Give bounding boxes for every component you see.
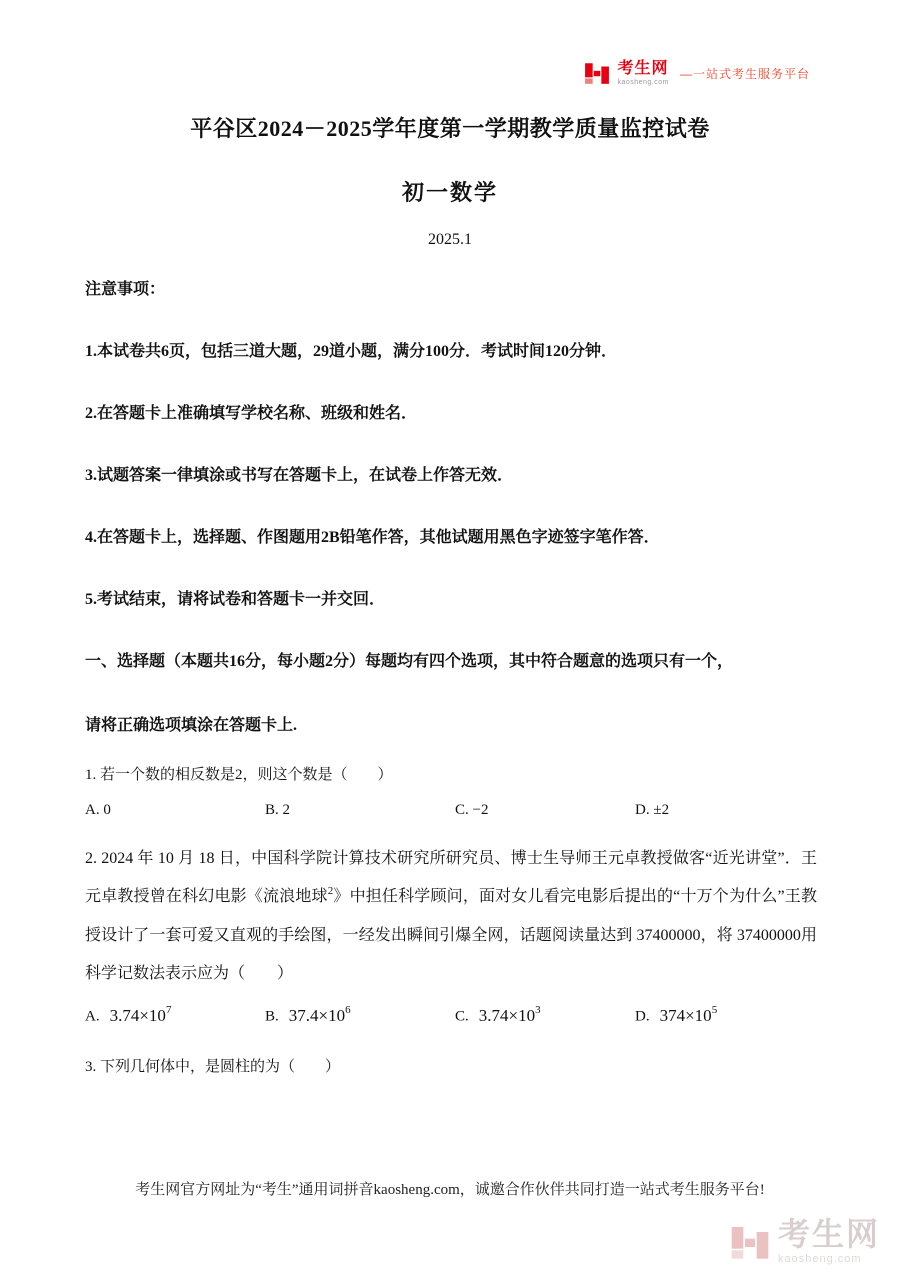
notice-item-2: 2.在答题卡上准确填写学校名称、班级和姓名． [85,405,418,422]
q2-text-pre: 2. 2024 年 10 月 18 日，中国科学院计算技术研究所研究员、博士生导师王元卓教授做客“近光讲堂”．王元卓教授曾在科幻电影《流浪地球 [85,850,817,905]
question-2-text [85,840,817,993]
q2-option-a-value: $3.74\times 10^7$ [109,1004,172,1025]
q2-option-c [455,1001,635,1027]
q2-option-d-label: D. [635,1008,650,1025]
q1-option-b: B. 2 [265,802,291,818]
watermark-name: 考生网 [777,1216,880,1252]
notice-item-3: 3.试题答案一律填涂或书写在答题卡上，在试卷上作答无效． [85,467,514,484]
question-2-options [85,1001,817,1027]
question-1-options [85,800,817,820]
exam-body [85,280,817,1077]
q2-option-c-label: C. [455,1008,469,1025]
watermark-domain: kaosheng.com [777,1253,862,1265]
notice-item-4: 4.在答题卡上，选择题、作图题用2B铅笔作答，其他试题用黑色字迹签字笔作答． [85,529,660,546]
q2-option-b-value: $37.4\times 10^6$ [288,1004,351,1025]
q2-option-d [635,1001,717,1027]
q2-option-b [265,1001,455,1027]
brand-domain: kaosheng.com [617,78,669,86]
brand-name-block [617,61,669,86]
exam-subject: 初一数学 [401,180,498,205]
q2-option-d-value: $374\times 10^5$ [659,1004,718,1025]
exam-title: 平谷区2024－2025学年度第一学期教学质量监控试卷 [190,116,710,141]
q2-text-post: 》中担任科学顾问，面对女儿看完电影后提出的“十万个为什么”王教授设计了一套可爱又直观的手绘图，一经发出瞬间引爆全网，话题阅读量达到 37400000，将 37400000用科学记数法表示应为（ ） [85,888,817,982]
question-3-text: 3. 下列几何体中，是圆柱的为（ ） [85,1058,341,1075]
question-1-text: 1. 若一个数的相反数是2，则这个数是（ ） [85,767,393,783]
q1-option-a: A. 0 [85,802,111,818]
brand-name: 考生网 [617,59,669,77]
site-brand [584,60,810,86]
kaosheng-logo-icon [584,60,610,86]
notice-item-5: 5.考试结束，请将试卷和答题卡一并交回． [85,591,386,608]
section-subheading: 请将正确选项填涂在答题卡上. [85,717,298,734]
footer-text: 考生网官方网址为“考生”通用词拼音kaosheng.com，诚邀合作伙伴共同打造一站式考生服务平台! [135,1182,765,1198]
kaosheng-watermark [730,1218,880,1265]
brand-tagline: —一站式考生服务平台 [679,66,810,81]
notice-item-1: 1.本试卷共6页，包括三道大题，29道小题，满分100分．考试时间120分钟． [85,343,618,360]
q2-option-a [85,1001,265,1027]
watermark-text-block [778,1218,880,1265]
q2-text-superscript: 2 [327,885,334,897]
q2-option-c-value: $3.74\times 10^3$ [478,1004,541,1025]
q2-option-a-label: A. [85,1008,100,1025]
q1-option-d: D. ±2 [635,802,670,818]
kaosheng-watermark-icon [730,1222,770,1262]
q1-option-c: C. −2 [455,802,489,818]
section-heading-choice: 一、选择题（本题共16分，每小题2分）每题均有四个选项，其中符合题意的选项只有一个， [85,653,734,670]
exam-date: 2025.1 [428,231,472,248]
q2-option-b-label: B. [265,1008,279,1025]
notice-heading: 注意事项： [85,281,166,298]
